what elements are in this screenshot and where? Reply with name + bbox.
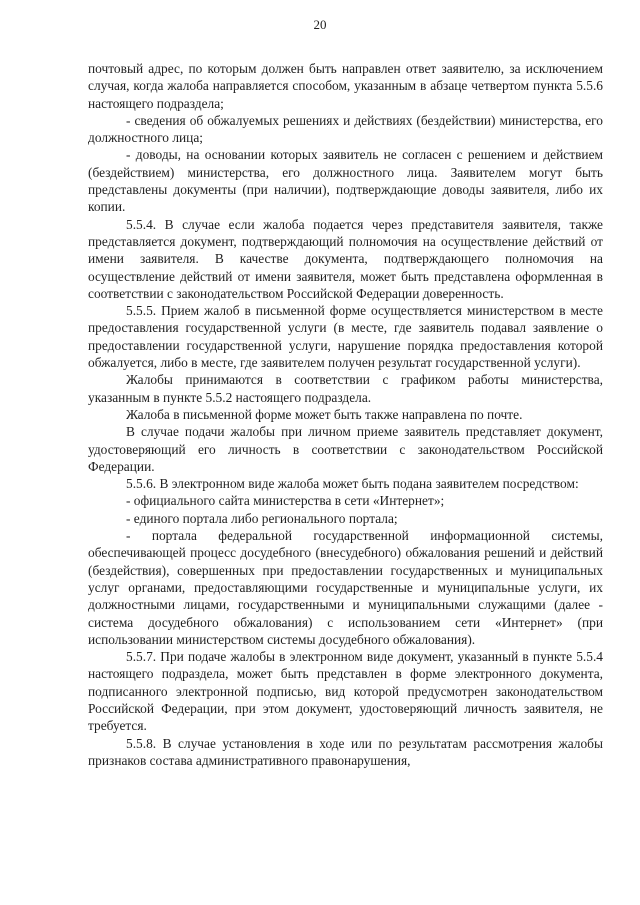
paragraph-5-5-6: 5.5.6. В электронном виде жалоба может быть подана заявителем посредством: xyxy=(126,476,579,492)
paragraph-5-5-4: 5.5.4. В случае если жалоба подается через представителя заявителя, также представляется документ, подтверждающий полномочия на осуществление действий от имени заявителя. В качестве документа, подтверждающего полномочия на осуществление действий от имени заявителя, может быть представлена оформленная в соответствии с законодательством Российской Федерации доверенность. xyxy=(88,216,603,301)
paragraph-arguments: - доводы, на основании которых заявитель не согласен с решением и действием (бездействием) министерства, его должностного лица. Заявителем могут быть представлены документы (при наличии), подтверждающие доводы заявителя, либо их копии. xyxy=(88,147,603,215)
list-item-single-portal: - единого портала либо регионального портала; xyxy=(126,510,398,526)
list-item-federal-portal: - портала федеральной государственной информационной системы, обеспечивающей процесс досудебного (внесудебного) обжалования решений и действий (бездействия), совершенных при предоставлении государственных и муниципальных услуг органами, предоставляющими государственные и муниципальные услуги, их должностными лицами, государственными и муниципальными служащими (далее - система досудебного обжалования) с использованием сети «Интернет» (при использовании министерством системы досудебного обжалования). xyxy=(88,528,603,647)
list-item-official-site: - официального сайта министерства в сети «Интернет»; xyxy=(126,493,445,509)
page-body xyxy=(88,60,603,769)
paragraph-decisions-info: - сведения об обжалуемых решениях и действиях (бездействии) министерства, его должностного лица; xyxy=(88,112,603,146)
paragraph-5-5-8: 5.5.8. В случае установления в ходе или по результатам рассмотрения жалобы признаков состава административного правонарушения, xyxy=(88,735,603,768)
paragraph-schedule: Жалобы принимаются в соответствии с графиком работы министерства, указанным в пункте 5.5.2 настоящего подраздела. xyxy=(88,372,603,405)
paragraph-5-5-5: 5.5.5. Прием жалоб в письменной форме осуществляется министерством в месте предоставления государственной услуги (в месте, где заявитель подавал заявление о предоставлении государственной услуги, нарушение порядка предоставления которой обжалуется, либо в месте, где заявителем получен результат государственной услуги). xyxy=(88,303,603,371)
page-number: 20 xyxy=(313,17,327,32)
paragraph-mailing-address: почтовый адрес, по которым должен быть направлен ответ заявителю, за исключением случая, когда жалоба направляется способом, указанным в абзаце четвертом пункта 5.5.6 настоящего подраздела; xyxy=(88,61,603,111)
paragraph-by-mail: Жалоба в письменной форме может быть также направлена по почте. xyxy=(126,406,523,422)
paragraph-5-5-7: 5.5.7. При подаче жалобы в электронном виде документ, указанный в пункте 5.5.4 настоящего подраздела, может быть представлен в форме электронного документа, подписанного электронной подписью, вид которой предусмотрен законодательством Российской Федерации, при этом документ, удостоверяющий личность заявителя, не требуется. xyxy=(88,649,603,734)
paragraph-personal-reception: В случае подачи жалобы при личном приеме заявитель представляет документ, удостоверяющий его личность в соответствии с законодательством Российской Федерации. xyxy=(88,424,603,474)
